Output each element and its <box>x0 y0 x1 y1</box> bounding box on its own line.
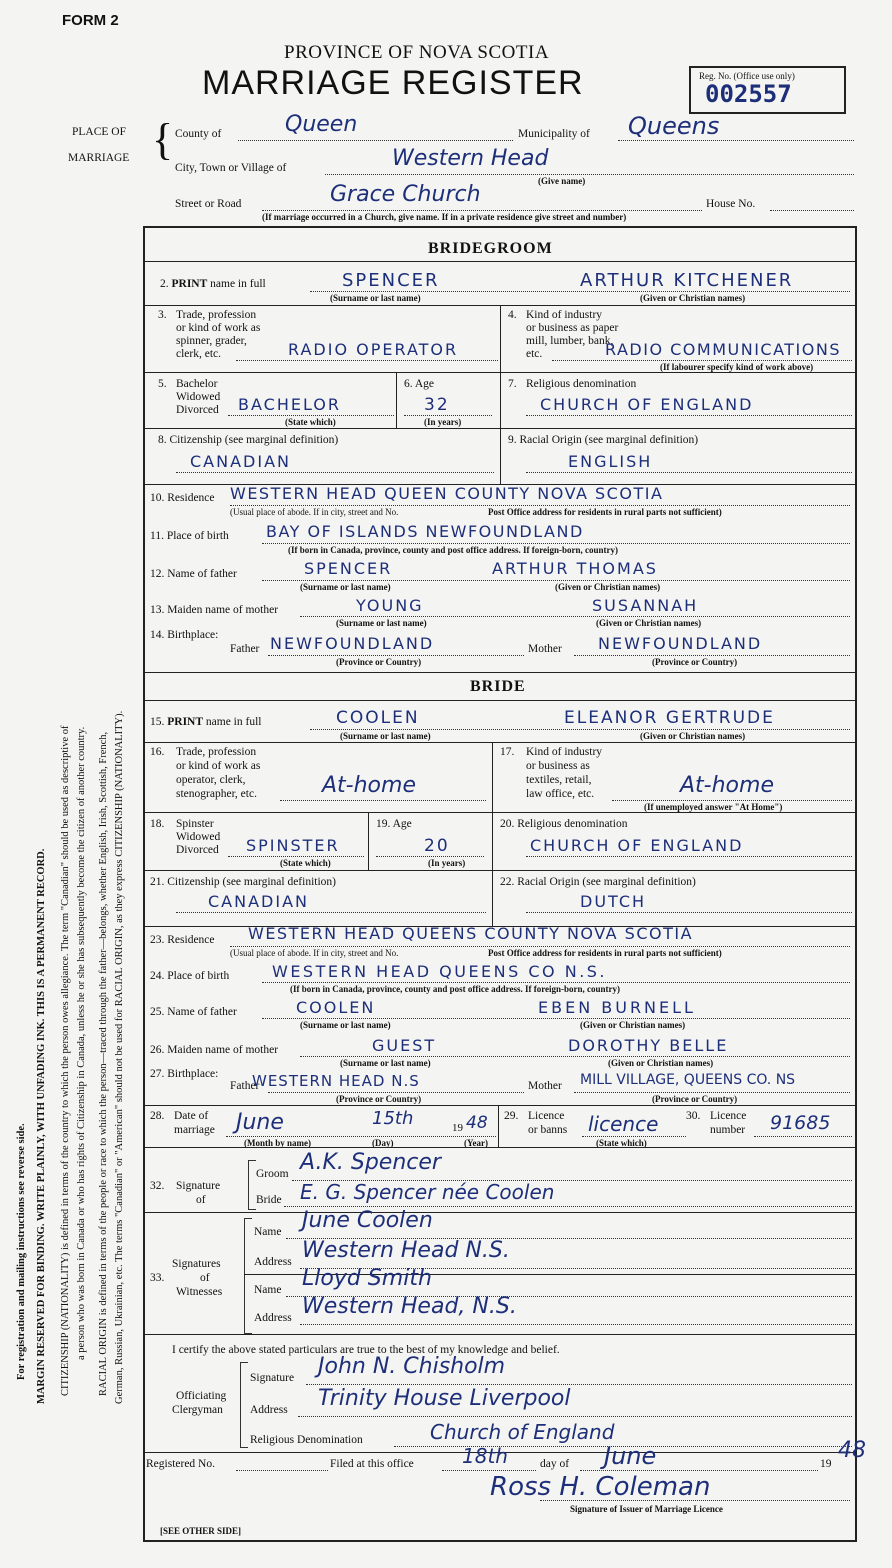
groom-mother-surname: YOUNG <box>356 596 424 615</box>
spinster-label: Spinster <box>176 818 214 830</box>
bride-age: 20 <box>424 836 450 856</box>
witness-label: Signatures <box>172 1258 221 1270</box>
witness2-address: Western Head, N.S. <box>302 1294 517 1319</box>
issuer-signature: Ross H. Coleman <box>490 1472 711 1502</box>
municipality-label: Municipality of <box>518 128 590 140</box>
residence-note: (Usual place of abode. If in city, street and No. <box>230 507 399 517</box>
given-caption: (Given or Christian names) <box>580 1020 686 1030</box>
birth-note: (If born in Canada, province, county and post office address. If foreign-born, country) <box>288 545 619 555</box>
witness1-address: Western Head N.S. <box>302 1238 510 1263</box>
month-caption: (Month by name) <box>244 1138 311 1148</box>
year-prefix: 19 <box>452 1122 463 1134</box>
print-label: PRINT <box>167 716 204 728</box>
item-number: 33. <box>150 1272 165 1284</box>
item-number: 3. <box>158 309 167 321</box>
groom-residence: WESTERN HEAD QUEEN COUNTY NOVA SCOTIA <box>230 484 664 503</box>
year-caption: (Year) <box>464 1138 488 1148</box>
witness-label: Witnesses <box>176 1286 223 1298</box>
groom-given: ARTHUR KITCHENER <box>580 270 794 291</box>
licence-type: licence <box>588 1112 659 1136</box>
groom-status: BACHELOR <box>238 395 342 414</box>
father-label: Name of father <box>167 568 237 580</box>
item-number: 5. <box>158 378 167 390</box>
kind-label: or business as paper <box>526 322 619 334</box>
licence-no-label: Licence <box>710 1110 747 1122</box>
item-number: 8. <box>158 434 167 446</box>
surname-caption: (Surname or last name) <box>330 293 421 303</box>
item-number: 6. <box>404 378 413 390</box>
bride-racial: DUTCH <box>580 892 647 911</box>
bride-citizenship: CANADIAN <box>208 892 309 911</box>
city-value: Western Head <box>392 146 549 171</box>
name-in-full-label: name in full <box>207 278 266 290</box>
clergy-address: Trinity House Liverpool <box>318 1386 571 1411</box>
province-caption: (Province or Country) <box>336 657 422 667</box>
item-number: 30. <box>686 1110 701 1122</box>
city-label: City, Town or Village of <box>175 162 287 174</box>
surname-caption: (Surname or last name) <box>340 731 431 741</box>
bride-surname: COOLEN <box>336 708 420 728</box>
day-of-label: day of <box>540 1458 570 1470</box>
birth-label: Place of birth <box>166 530 229 542</box>
item-number: 26. <box>150 1044 165 1056</box>
county-label: County of <box>175 128 222 140</box>
trade-label: operator, clerk, <box>176 774 246 786</box>
marriage-year: 48 <box>466 1113 488 1133</box>
margin-line-5: RACIAL ORIGIN is defined in terms of the people or race to which the person—traced through the father—belongs, whether English, Irish, Scottish, French, <box>98 731 109 1396</box>
witness2-address-label: Address <box>254 1312 292 1324</box>
bride-mother-given: DOROTHY BELLE <box>568 1036 729 1055</box>
print-label: PRINT <box>171 278 208 290</box>
in-years-caption: (In years) <box>424 417 462 427</box>
filed-month: June <box>604 1442 657 1470</box>
item-number: 20. <box>500 818 515 830</box>
kind-label: mill, lumber, bank, <box>526 335 614 347</box>
kind-label: textiles, retail, <box>526 774 592 786</box>
clergy-signature: John N. Chisholm <box>318 1354 506 1379</box>
signature-label: of <box>196 1194 206 1206</box>
year-prefix: 19 <box>820 1458 832 1470</box>
street-value: Grace Church <box>330 182 481 207</box>
name-in-full-label: name in full <box>203 716 262 728</box>
groom-citizenship: CANADIAN <box>190 452 291 471</box>
age-label: Age <box>392 818 412 830</box>
father-caption: Father <box>230 643 260 655</box>
kind-label: Kind of industry <box>526 746 603 758</box>
bride-status: SPINSTER <box>246 836 340 855</box>
licence-label: Licence <box>528 1110 565 1122</box>
margin-line-6: German, Russian, Ukrainian, etc. The terms "Canadian" or "American" should not be used for RACIAL ORIGIN, as they express CITIZENSHIP (NATIONALITY). <box>114 710 125 1404</box>
item-number: 22. <box>500 876 515 888</box>
residence-label: Residence <box>167 492 215 504</box>
item-number: 15. <box>150 716 165 728</box>
trade-label: Trade, profession <box>176 309 257 321</box>
reg-no-box <box>689 66 846 114</box>
certify-text: I certify the above stated particulars are true to the best of my knowledge and belief. <box>172 1344 560 1356</box>
surname-caption: (Surname or last name) <box>340 1058 431 1068</box>
birthplace-label: Birthplace: <box>167 1068 219 1080</box>
state-which-caption: (State which) <box>596 1138 647 1148</box>
margin-line-1: For registration and mailing instructions see reverse side. <box>16 1123 27 1380</box>
trade-label: stenographer, etc. <box>176 788 257 800</box>
signature-label: Signature <box>176 1180 221 1192</box>
groom-father-given: ARTHUR THOMAS <box>492 559 658 578</box>
given-caption: (Given or Christian names) <box>640 731 746 741</box>
county-value: Queen <box>285 112 358 137</box>
page-title: MARRIAGE REGISTER <box>202 64 584 102</box>
item-number: 19. <box>376 818 391 830</box>
kind-note: (If unemployed answer "At Home") <box>644 802 783 812</box>
religious-label: Religious denomination <box>526 378 637 390</box>
date-label: Date of <box>174 1110 209 1122</box>
reg-no-value: 002557 <box>705 80 792 108</box>
item-number: 28. <box>150 1110 165 1122</box>
religious-label: Religious denomination <box>517 818 628 830</box>
in-years-caption: (In years) <box>428 858 466 868</box>
witness1-address-label: Address <box>254 1256 292 1268</box>
item-number: 2. <box>160 278 169 290</box>
groom-religion: CHURCH OF ENGLAND <box>540 395 754 414</box>
place-of-label: PLACE OF <box>72 126 126 138</box>
clergy-denomination: Church of England <box>430 1420 615 1444</box>
give-name-note: (Give name) <box>538 176 586 186</box>
trade-label: or kind of work as <box>176 760 261 772</box>
father-label: Name of father <box>167 1006 237 1018</box>
street-label: Street or Road <box>175 198 242 210</box>
given-caption: (Given or Christian names) <box>640 293 746 303</box>
surname-caption: (Surname or last name) <box>300 1020 391 1030</box>
groom-father-surname: SPENCER <box>304 559 393 578</box>
birth-label: Place of birth <box>167 970 230 982</box>
witness2-name-label: Name <box>254 1284 282 1296</box>
officiating-label: Clergyman <box>172 1404 223 1416</box>
date-label: marriage <box>174 1124 215 1136</box>
day-caption: (Day) <box>372 1138 394 1148</box>
see-other-side: [SEE OTHER SIDE] <box>160 1526 242 1536</box>
item-number: 4. <box>508 309 517 321</box>
bride-mother-birthplace: MILL VILLAGE, QUEENS CO. NS <box>580 1072 796 1088</box>
kind-label: etc. <box>526 348 543 360</box>
given-caption: (Given or Christian names) <box>555 582 661 592</box>
state-which-caption: (State which) <box>280 858 331 868</box>
item-number: 14. <box>150 629 165 641</box>
residence-note: (Usual place of abode. If in city, street and No. <box>230 948 399 958</box>
marriage-label: MARRIAGE <box>68 152 130 164</box>
witness1-name: June Coolen <box>302 1208 433 1233</box>
citizenship-label: Citizenship (see marginal definition) <box>167 876 336 888</box>
item-number: 11. <box>150 530 164 542</box>
widowed-label: Widowed <box>176 391 221 403</box>
margin-line-3: CITIZENSHIP (NATIONALITY) is defined in terms of the country to which the person owes allegiance. The term "Canadian" should be used as descriptive of <box>60 725 71 1396</box>
licence-no-label: number <box>710 1124 746 1136</box>
bachelor-label: Bachelor <box>176 378 218 390</box>
province-heading: PROVINCE OF NOVA SCOTIA <box>284 42 550 63</box>
surname-caption: (Surname or last name) <box>336 618 427 628</box>
bride-sig-label: Bride <box>256 1194 282 1206</box>
given-caption: (Given or Christian names) <box>596 618 702 628</box>
witness1-name-label: Name <box>254 1226 282 1238</box>
form-number: FORM 2 <box>62 12 119 29</box>
house-label: House No. <box>706 198 756 210</box>
residence-note: Post Office address for residents in rural parts not sufficient) <box>488 507 722 517</box>
item-number: 32. <box>150 1180 165 1192</box>
residence-label: Residence <box>167 934 215 946</box>
mother-caption: Mother <box>528 643 562 655</box>
bride-birthplace: WESTERN HEAD QUEENS CO N.S. <box>272 962 608 981</box>
surname-caption: (Surname or last name) <box>300 582 391 592</box>
trade-label: Trade, profession <box>176 746 257 758</box>
street-note: (If marriage occurred in a Church, give name. If in a private residence give street and number) <box>262 212 627 222</box>
item-number: 27. <box>150 1068 165 1080</box>
groom-age: 32 <box>424 395 450 415</box>
groom-birthplace: BAY OF ISLANDS NEWFOUNDLAND <box>266 522 584 541</box>
officiating-label: Officiating <box>176 1390 227 1402</box>
racial-label: Racial Origin (see marginal definition) <box>519 434 699 446</box>
bride-industry: At-home <box>680 773 774 798</box>
racial-label: Racial Origin (see marginal definition) <box>517 876 696 888</box>
province-caption: (Province or Country) <box>652 1094 738 1104</box>
birth-note: (If born in Canada, province, county and post office address. If foreign-born, country) <box>290 984 621 994</box>
item-number: 25. <box>150 1006 165 1018</box>
clergy-denomination-label: Religious Denomination <box>250 1434 363 1446</box>
given-caption: (Given or Christian names) <box>608 1058 714 1068</box>
bride-father-given: EBEN BURNELL <box>538 998 696 1017</box>
mother-label: Maiden name of mother <box>167 604 279 616</box>
groom-mother-given: SUSANNAH <box>592 596 699 615</box>
bride-residence: WESTERN HEAD QUEENS COUNTY NOVA SCOTIA <box>248 924 694 943</box>
groom-mother-birthplace: NEWFOUNDLAND <box>598 634 763 653</box>
divorced-label: Divorced <box>176 844 219 856</box>
kind-note: (If labourer specify kind of work above) <box>660 362 814 372</box>
witness2-name: Lloyd Smith <box>302 1266 432 1291</box>
province-caption: (Province or Country) <box>652 657 738 667</box>
filed-label: Filed at this office <box>330 1458 414 1470</box>
kind-label: law office, etc. <box>526 788 595 800</box>
margin-line-4: a person who was born in Canada or who has rights of Citizenship in Canada, unless he or she has subsequently become the citizen of another country. <box>76 726 87 1360</box>
item-number: 12. <box>150 568 165 580</box>
trade-label: or kind of work as <box>176 322 261 334</box>
issuer-caption: Signature of Issuer of Marriage Licence <box>570 1504 723 1514</box>
bride-trade: At-home <box>322 773 416 798</box>
licence-label: or banns <box>528 1124 568 1136</box>
bride-religion: CHURCH OF ENGLAND <box>530 836 744 855</box>
groom-father-birthplace: NEWFOUNDLAND <box>270 634 435 653</box>
item-number: 24. <box>150 970 165 982</box>
item-number: 10. <box>150 492 165 504</box>
province-caption: (Province or Country) <box>336 1094 422 1104</box>
bride-signature: E. G. Spencer née Coolen <box>300 1180 555 1204</box>
item-number: 29. <box>504 1110 519 1122</box>
bride-father-surname: COOLEN <box>296 998 376 1017</box>
place-brace: { <box>152 115 174 164</box>
groom-trade: RADIO OPERATOR <box>288 340 459 359</box>
registered-no-label: Registered No. <box>146 1458 215 1470</box>
kind-label: or business as <box>526 760 590 772</box>
item-number: 21. <box>150 876 165 888</box>
kind-label: Kind of industry <box>526 309 603 321</box>
witness-label: of <box>200 1272 210 1284</box>
state-which-caption: (State which) <box>285 417 336 427</box>
bride-mother-surname: GUEST <box>372 1036 437 1055</box>
bride-father-birthplace: WESTERN HEAD N.S <box>252 1072 420 1090</box>
birthplace-label: Birthplace: <box>167 629 219 641</box>
divorced-label: Divorced <box>176 404 219 416</box>
filed-day: 18th <box>462 1444 508 1468</box>
groom-sig-label: Groom <box>256 1168 289 1180</box>
item-number: 7. <box>508 378 517 390</box>
bride-given: ELEANOR GERTRUDE <box>564 708 775 728</box>
item-number: 9. <box>508 434 517 446</box>
municipality-value: Queens <box>628 112 720 140</box>
item-number: 17. <box>500 746 515 758</box>
bride-heading: BRIDE <box>470 678 526 695</box>
mother-label: Maiden name of mother <box>167 1044 279 1056</box>
groom-industry: RADIO COMMUNICATIONS <box>605 340 841 359</box>
clergy-sig-label: Signature <box>250 1372 295 1384</box>
licence-number: 91685 <box>770 1112 831 1134</box>
item-number: 16. <box>150 746 165 758</box>
trade-label: spinner, grader, <box>176 335 247 347</box>
clergy-address-label: Address <box>250 1404 288 1416</box>
residence-note: Post Office address for residents in rural parts not sufficient) <box>488 948 722 958</box>
marriage-month: June <box>236 1110 284 1135</box>
marriage-day: 15th <box>372 1108 414 1129</box>
age-label: Age <box>414 378 435 390</box>
item-number: 13. <box>150 604 165 616</box>
reg-no-label: Reg. No. (Office use only) <box>699 71 795 81</box>
mother-caption: Mother <box>528 1080 562 1092</box>
groom-signature: A.K. Spencer <box>300 1150 441 1175</box>
groom-racial: ENGLISH <box>568 452 653 471</box>
trade-label: clerk, etc. <box>176 348 222 360</box>
filed-year: 48 <box>838 1438 866 1463</box>
groom-surname: SPENCER <box>342 270 440 291</box>
bridegroom-heading: BRIDEGROOM <box>428 240 553 257</box>
margin-line-2: MARGIN RESERVED FOR BINDING. WRITE PLAINLY, WITH UNFADING INK. THIS IS A PERMANENT RECORD. <box>36 848 47 1404</box>
widowed-label: Widowed <box>176 831 221 843</box>
father-caption: Father <box>230 1080 260 1092</box>
item-number: 18. <box>150 818 165 830</box>
item-number: 23. <box>150 934 165 946</box>
citizenship-label: Citizenship (see marginal definition) <box>169 434 339 446</box>
